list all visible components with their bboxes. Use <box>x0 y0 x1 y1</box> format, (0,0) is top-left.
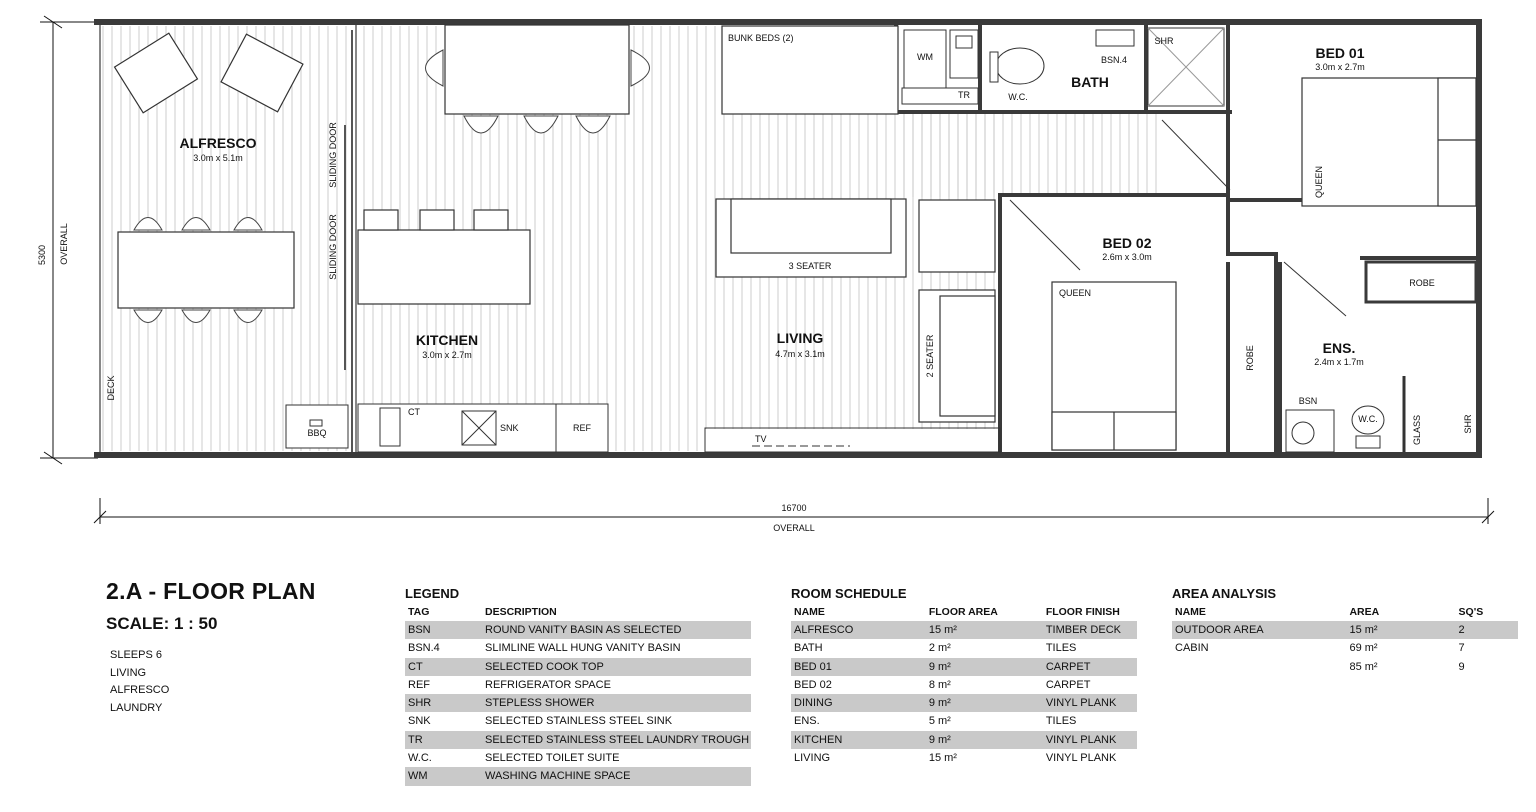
room-schedule-title: ROOM SCHEDULE <box>791 586 907 601</box>
three-seater-label: 3 SEATER <box>788 261 832 271</box>
cooktop-label: CT <box>408 407 420 417</box>
area-analysis-row <box>1172 621 1518 639</box>
room-size-bed01: 3.0m x 2.7m <box>1315 62 1365 72</box>
height-dimension-value: 5300 <box>37 244 47 266</box>
sink-label: SNK <box>500 423 519 433</box>
room-name-kitchen: KITCHEN <box>415 332 479 348</box>
legend-header-tag: TAG <box>408 606 430 618</box>
legend-description: SLIMLINE WALL HUNG VANITY BASIN <box>485 642 681 655</box>
trough-label: TR <box>958 90 970 100</box>
area-name: OUTDOOR AREA <box>1175 624 1264 636</box>
legend-row <box>405 639 751 657</box>
room-finish: VINYL PLANK <box>1045 752 1117 765</box>
room-schedule-header-area: FLOOR AREA <box>928 606 998 618</box>
room-schedule-header-row <box>791 604 1137 621</box>
room-name-alfresco: ALFRESCO <box>179 135 257 151</box>
room-area: 2 m² <box>928 642 951 655</box>
area-analysis-row <box>1172 658 1518 676</box>
area-value: 15 m² <box>1349 624 1378 636</box>
legend-tag: SHR <box>408 697 432 710</box>
legend-tag: REF <box>408 678 430 691</box>
deck-label: DECK <box>106 375 116 401</box>
alfresco-table <box>118 232 294 308</box>
two-seater-sofa <box>919 200 995 422</box>
kitchen-bench <box>358 404 608 452</box>
legend-tag: BSN <box>408 624 431 636</box>
legend-tag: WM <box>408 770 428 783</box>
note-alfresco: ALFRESCO <box>110 684 170 696</box>
legend-description: REFRIGERATOR SPACE <box>485 678 611 691</box>
room-schedule-table <box>791 584 1137 767</box>
area-name <box>1172 658 1346 676</box>
area-sqs: 7 <box>1458 642 1465 655</box>
ens-fixtures <box>1286 376 1404 452</box>
room-name: DINING <box>794 697 833 710</box>
ens-robe-label: ROBE <box>1409 278 1435 288</box>
room-finish: CARPET <box>1045 678 1091 691</box>
area-analysis-table <box>1172 584 1518 676</box>
kitchen-island <box>358 210 530 304</box>
room-area: 9 m² <box>928 697 951 710</box>
legend-row <box>405 749 751 767</box>
legend-header-description: DESCRIPTION <box>485 606 557 618</box>
bunk-beds-label: BUNK BEDS (2) <box>728 33 794 43</box>
legend-description: SELECTED STAINLESS STEEL SINK <box>485 715 673 728</box>
legend-tag: BSN.4 <box>408 642 440 655</box>
room-schedule-row <box>791 621 1137 639</box>
tv-unit <box>705 428 1000 452</box>
legend-description: SELECTED TOILET SUITE <box>485 752 620 765</box>
room-schedule-row <box>791 694 1137 712</box>
room-schedule-header-name: NAME <box>794 606 825 618</box>
legend-header-row <box>405 604 751 621</box>
room-name: KITCHEN <box>794 733 843 746</box>
room-name: BED 01 <box>794 660 832 673</box>
room-area: 15 m² <box>928 752 957 765</box>
sliding-door-label-lower: SLIDING DOOR <box>328 214 338 280</box>
area-sqs: 2 <box>1458 624 1465 636</box>
washing-machine-label: WM <box>917 52 933 62</box>
area-name: CABIN <box>1175 642 1209 655</box>
ens-wc-label: W.C. <box>1358 414 1378 424</box>
legend-tag: SNK <box>408 715 431 728</box>
legend-row <box>405 712 751 730</box>
room-name-living: LIVING <box>776 330 824 346</box>
room-schedule-row <box>791 676 1137 694</box>
sheet-title: 2.A - FLOOR PLAN <box>106 578 316 604</box>
bath-basin-label: BSN.4 <box>1100 55 1128 65</box>
bath-wc-label: W.C. <box>1008 92 1028 102</box>
bbq-label: BBQ <box>307 428 327 438</box>
room-finish: TILES <box>1045 715 1077 728</box>
legend-row <box>405 621 751 639</box>
room-name: LIVING <box>794 752 831 765</box>
legend-tag: W.C. <box>408 752 432 765</box>
room-area: 8 m² <box>928 678 951 691</box>
area-value: 69 m² <box>1349 642 1378 655</box>
area-analysis-row <box>1172 639 1518 657</box>
legend-row <box>405 658 751 676</box>
width-dimension-value: 16700 <box>781 503 807 513</box>
area-value: 85 m² <box>1349 660 1378 673</box>
legend-row <box>405 731 751 749</box>
bed01-queen-bed <box>1302 78 1476 206</box>
note-sleeps: SLEEPS 6 <box>110 649 162 661</box>
legend-description: SELECTED STAINLESS STEEL LAUNDRY TROUGH <box>485 733 750 746</box>
bed02-robe-label: ROBE <box>1245 345 1255 371</box>
area-sqs: 9 <box>1458 660 1465 673</box>
ens-basin-label: BSN <box>1298 396 1318 406</box>
room-name: ENS. <box>794 715 820 728</box>
legend-description: ROUND VANITY BASIN AS SELECTED <box>485 624 682 636</box>
room-schedule-row <box>791 712 1137 730</box>
area-analysis-header-sqs: SQ'S <box>1458 606 1484 618</box>
height-dimension <box>40 16 98 464</box>
room-finish: VINYL PLANK <box>1045 697 1117 710</box>
room-finish: VINYL PLANK <box>1045 733 1117 746</box>
area-analysis-header-row <box>1172 604 1518 621</box>
room-area: 5 m² <box>928 715 951 728</box>
area-analysis-title: AREA ANALYSIS <box>1172 586 1277 601</box>
legend-tag: CT <box>408 660 423 673</box>
room-name: ALFRESCO <box>794 624 854 636</box>
bed01-door-swing <box>1162 120 1230 190</box>
room-schedule-row <box>791 658 1137 676</box>
note-laundry: LAUNDRY <box>110 701 163 714</box>
sliding-door-label-upper: SLIDING DOOR <box>328 122 338 188</box>
room-schedule-row <box>791 731 1137 749</box>
room-name-bath: BATH <box>1071 74 1109 90</box>
ens-glass-label: GLASS <box>1412 414 1422 446</box>
room-area: 9 m² <box>928 733 951 746</box>
legend-tag: TR <box>408 733 423 746</box>
room-name: BED 02 <box>794 678 832 691</box>
room-name: BATH <box>794 642 823 655</box>
room-schedule-row <box>791 749 1137 767</box>
legend-row <box>405 676 751 694</box>
room-name-bed01: BED 01 <box>1315 45 1365 61</box>
bed02-door-swing <box>1010 200 1080 270</box>
legend-table <box>405 584 751 786</box>
legend-row <box>405 767 751 785</box>
area-analysis-header-name: NAME <box>1175 606 1206 618</box>
room-size-ens: 2.4m x 1.7m <box>1314 357 1364 367</box>
legend-title: LEGEND <box>405 586 460 601</box>
legend-row <box>405 694 751 712</box>
room-name-bed02: BED 02 <box>1102 235 1152 251</box>
ens-shower-label: SHR <box>1463 414 1473 434</box>
area-analysis-header-area: AREA <box>1349 606 1380 618</box>
sheet-notes <box>110 647 169 717</box>
room-area: 9 m² <box>928 660 951 673</box>
bath-shower-label: SHR <box>1154 36 1174 46</box>
bed02-queen-label: QUEEN <box>1058 288 1092 298</box>
legend-description: STEPLESS SHOWER <box>485 697 595 710</box>
dining-table <box>445 25 629 114</box>
bbq-unit <box>286 405 348 448</box>
room-schedule-row <box>791 639 1137 657</box>
room-finish: CARPET <box>1045 660 1091 673</box>
room-size-living: 4.7m x 3.1m <box>775 349 825 359</box>
bed01-queen-label: QUEEN <box>1314 165 1324 199</box>
tv-label: TV <box>755 434 767 444</box>
sheet-scale: SCALE: 1 : 50 <box>106 614 218 633</box>
room-name-ens: ENS. <box>1322 340 1356 356</box>
width-dimension-label: OVERALL <box>773 523 815 533</box>
room-size-alfresco: 3.0m x 5.1m <box>193 153 243 163</box>
note-living: LIVING <box>110 666 147 679</box>
room-finish: TIMBER DECK <box>1045 624 1121 636</box>
fridge-label: REF <box>573 423 591 433</box>
room-schedule-header-finish: FLOOR FINISH <box>1045 606 1120 618</box>
two-seater-label: 2 SEATER <box>925 334 935 378</box>
bed02-queen-bed <box>1052 282 1176 450</box>
room-area: 15 m² <box>928 624 957 636</box>
room-size-bed02: 2.6m x 3.0m <box>1102 252 1152 262</box>
legend-description: SELECTED COOK TOP <box>485 660 604 673</box>
height-dimension-label: OVERALL <box>59 223 69 265</box>
ens-door-swing <box>1284 262 1346 316</box>
room-finish: TILES <box>1045 642 1077 655</box>
room-size-kitchen: 3.0m x 2.7m <box>422 350 472 360</box>
legend-description: WASHING MACHINE SPACE <box>485 770 631 783</box>
